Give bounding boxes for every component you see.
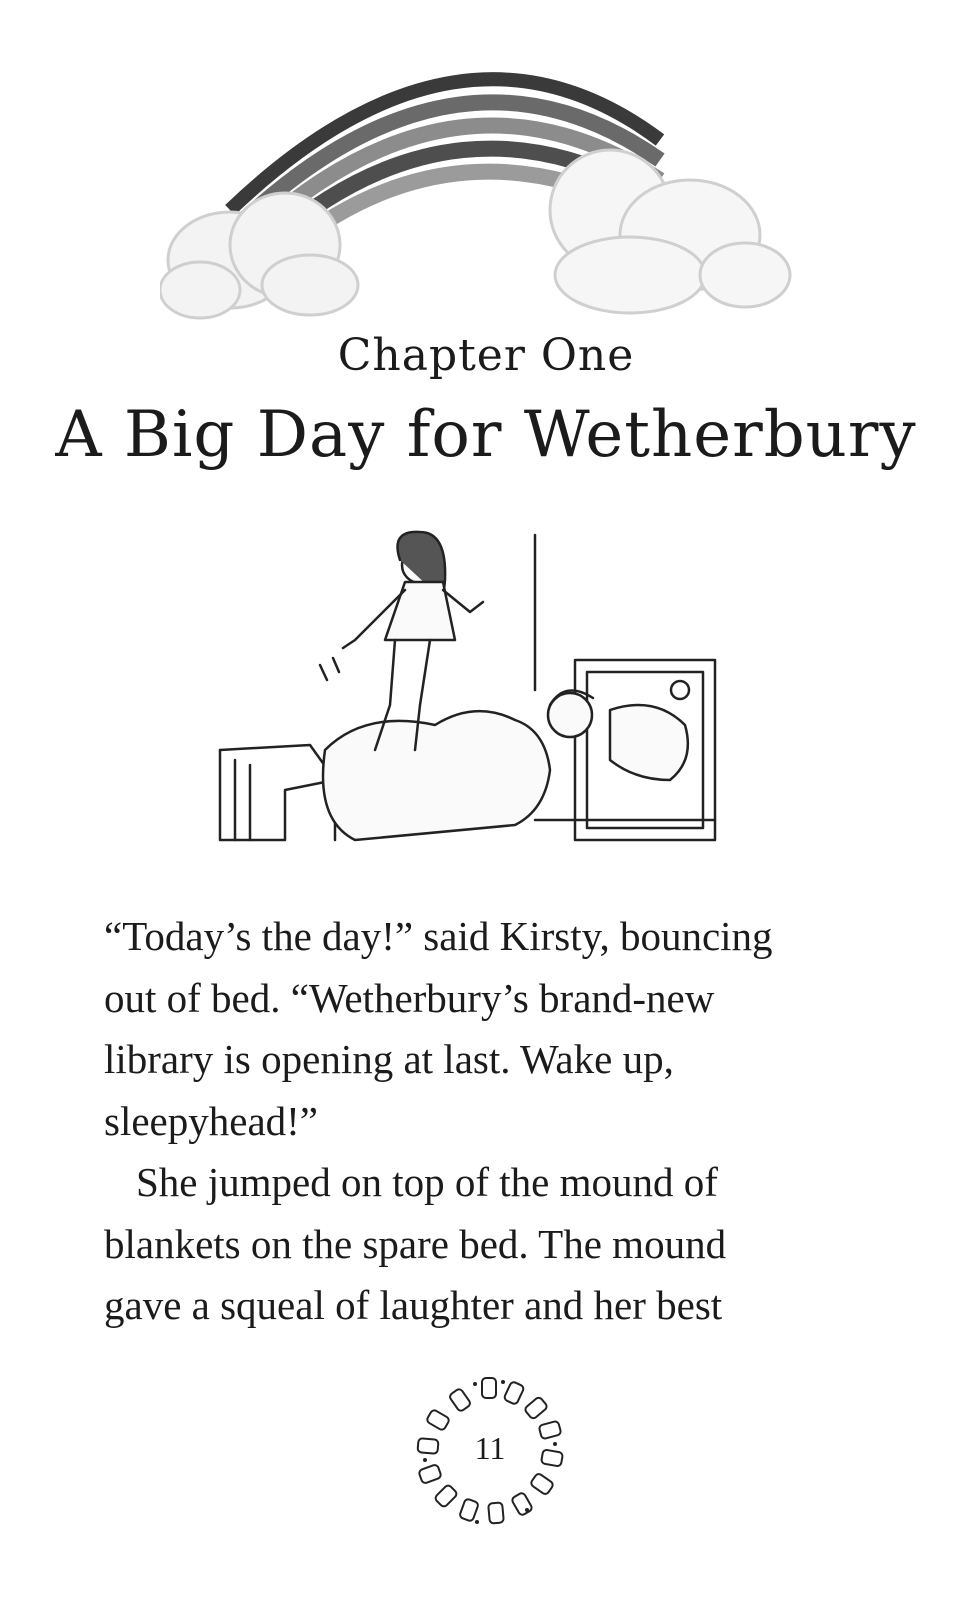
body-text: [104, 906, 884, 1337]
body-line: sleepyhead!”: [104, 1097, 318, 1144]
body-line: blankets on the spare bed. The mound: [104, 1220, 727, 1267]
body-line: “Today’s the day!” said Kirsty, bouncing: [104, 913, 773, 959]
body-line: out of bed. “Wetherbury’s brand-new: [104, 974, 715, 1021]
rainbow-icon: [160, 60, 800, 330]
bedroom-scene-icon: [215, 520, 725, 850]
cloud-right-icon: [550, 150, 790, 313]
cloud-left-icon: [160, 193, 358, 318]
body-line: gave a squeal of laughter and her best: [104, 1282, 723, 1328]
body-line: library is opening at last. Wake up,: [104, 1036, 674, 1082]
body-line: She jumped on top of the mound of: [136, 1159, 718, 1205]
chapter-number: Chapter One: [337, 330, 635, 381]
chapter-title: A Big Day for Wetherbury: [55, 398, 917, 472]
page-number: 11: [474, 1430, 506, 1466]
